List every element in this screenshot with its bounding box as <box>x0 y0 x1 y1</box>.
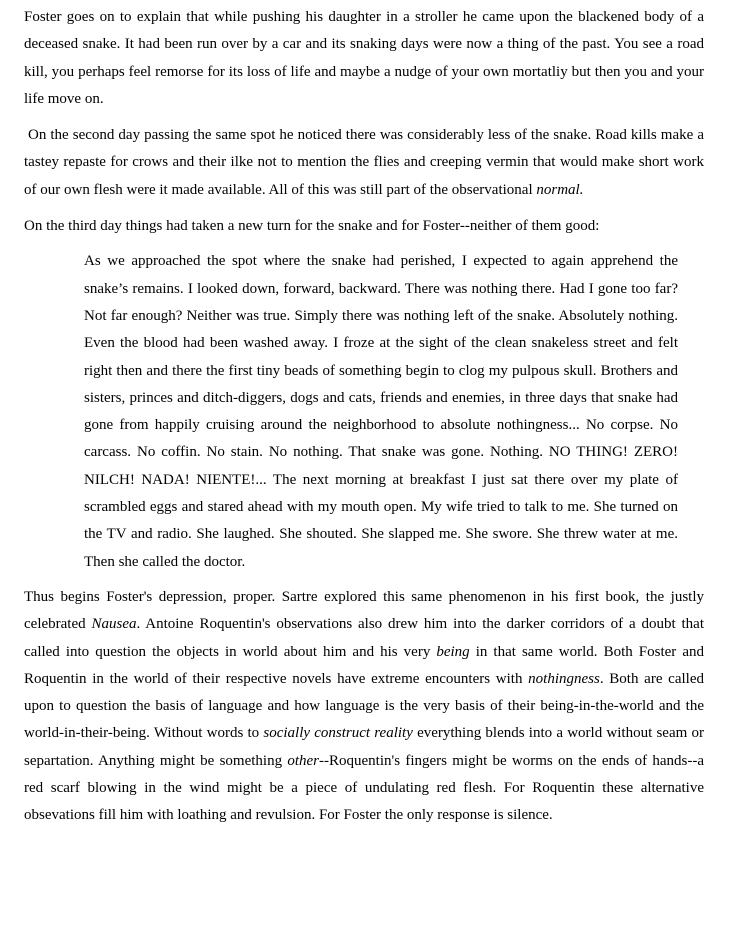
text-run: in that same world. Both Foster and Roquentin in the world of their respective novels have extreme encounters with <box>24 643 704 687</box>
italic-nothingness: nothingness <box>528 670 600 687</box>
paragraph-snake-discovery: Foster goes on to explain that while pushing his daughter in a stroller he came upon the blackened body of a deceased snake. It had been run over by a car and its snaking days were now a thing of the past. You see a road kill, you perhaps feel remorse for its loss of life and maybe a nudge of your own mortatliy but then you and your life move on. <box>24 9 704 107</box>
text-run: Thus begins Foster's depression, proper. Sartre explored this same phenomenon in his first book, the justly celebrated <box>24 588 704 633</box>
paragraph-third-day: On the third day things had taken a new turn for the snake and for Foster--neither of them good: <box>24 218 600 235</box>
text-run: --Roquentin's fingers might be worms on the ends of hands--a red scarf blowing in the wind might be a piece of undulating red flesh. For Roquentin these alternative obsevations fill him with loathing and revulsion. For Foster the only response is silence. <box>24 752 704 824</box>
text-run: . Both are called upon to question the basis of language and how language is the very basis of their being-in-the-world and the world-in-their-being. Without words to <box>24 670 704 742</box>
document-page <box>24 4 704 830</box>
italic-other: other <box>287 752 320 769</box>
italic-being: being <box>436 643 470 660</box>
text-run: everything blends into a world without seam or separtation. Anything might be something <box>24 725 704 769</box>
paragraph-second-day-text: On the second day passing the same spot he noticed there was considerably less of the snake. Road kills make a tastey repaste for crows and their ilke not to mention the flies and creeping vermin that would make short work of our own flesh were it made available. All of this was still part of the observational <box>24 127 704 198</box>
block-quote: As we approached the spot where the snake had perished, I expected to again apprehend the snake’s remains. I looked down, forward, backward. There was nothing there. Had I gone too far? Not far enough? Neither was true. Simply there was nothing left of the snake. Absolutely nothing. Even the blood had been washed away. I froze at the sight of the clean snakeless street and felt right then and there the first tiny beads of something begin to clog my pulpous skull. Brothers and sisters, princes and ditch-diggers, dogs and cats, friends and enemies, in three days that snake had gone from happily cruising around the neighborhood to absolute nothingness... No corpse. No carcass. No coffin. No stain. No nothing. That snake was gone. Nothing. NO THING! ZERO! NILCH! NADA! NIENTE!... The next morning at breakfast I just sat there over my plate of scrambled eggs and stared ahead with my mouth open. My wife tried to talk to me. She turned on the TV and radio. She laughed. She shouted. She slapped me. She swore. She threw water at me. Then she called the doctor. <box>84 253 678 570</box>
italic-nausea: Nausea <box>91 616 137 633</box>
italic-socially-construct-reality: socially construct reality <box>263 725 413 742</box>
paragraph-foster-depression <box>24 584 704 830</box>
text-run: . Antoine Roquentin's observations also drew him into the darker corridors of a doubt that called into question the objects in world about him and his very <box>24 616 705 660</box>
paragraph-second-day <box>24 122 704 204</box>
italic-normal: normal. <box>536 181 584 198</box>
